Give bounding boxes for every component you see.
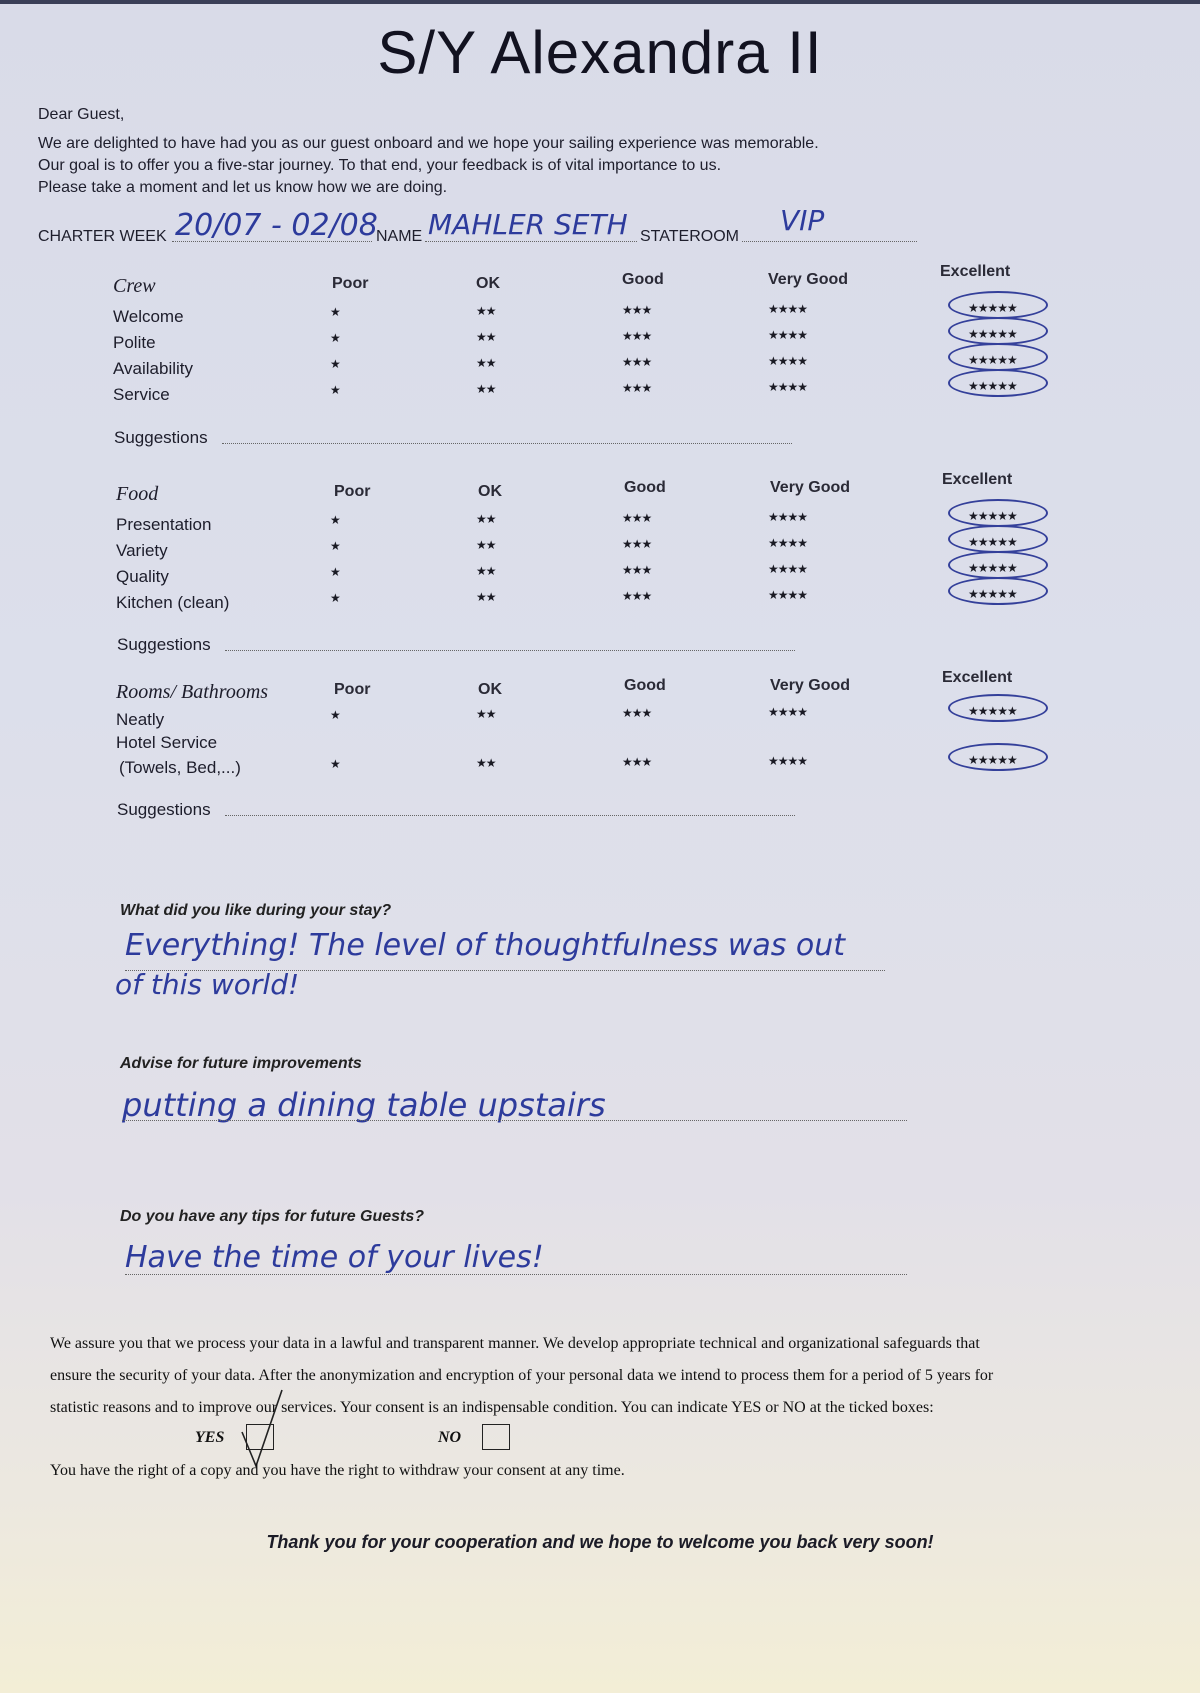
star-rating-3[interactable]: ★★★ [622,563,652,577]
rating-row-label: Availability [113,359,194,378]
column-header: Good [624,677,666,694]
name-label: NAME [376,228,423,245]
star-rating-4[interactable]: ★★★★ [768,328,808,342]
star-rating-3[interactable]: ★★★ [622,706,652,720]
column-header: OK [478,483,502,500]
selected-circle [948,343,1048,371]
column-header: Excellent [942,471,1013,488]
star-rating-4[interactable]: ★★★★ [768,562,808,576]
star-rating-5[interactable]: ★★★★★ [968,301,1017,315]
rating-row-sublabel: (Towels, Bed,...) [119,758,241,777]
star-rating-2[interactable]: ★★ [476,382,496,396]
star-rating-2[interactable]: ★★ [476,707,496,721]
star-rating-1[interactable]: ★ [330,539,340,553]
rating-row-label: Quality [116,567,169,586]
star-rating-5[interactable]: ★★★★★ [968,379,1017,393]
star-rating-3[interactable]: ★★★ [622,355,652,369]
column-header: Very Good [768,271,849,288]
star-rating-4[interactable]: ★★★★ [768,510,808,524]
star-rating-5[interactable]: ★★★★★ [968,327,1017,341]
section-title: Crew [113,275,156,297]
gdpr-line-4: You have the right of a copy and you have the right to withdraw your consent at any time. [50,1462,625,1479]
thank-you-note: Thank you for your cooperation and we hope to welcome you back very soon! [266,1532,934,1552]
star-rating-5[interactable]: ★★★★★ [968,704,1017,718]
gdpr-line-1: We assure you that we process your data in a lawful and transparent manner. We develop appropriate technical and organizational safeguards that [50,1335,980,1352]
stateroom-label: STATEROOM [640,228,739,245]
column-header: Poor [334,681,371,698]
answer-tips[interactable]: Have the time of your lives! [125,1240,544,1275]
star-rating-3[interactable]: ★★★ [622,589,652,603]
rating-row-label: Kitchen (clean) [116,593,230,612]
rating-row-label: Polite [113,333,156,352]
intro-line-2: Our goal is to offer you a five-star journey. To that end, your feedback is of vital importance to us. [38,157,722,174]
star-rating-5[interactable]: ★★★★★ [968,753,1017,767]
answer-improve-line [122,1120,907,1121]
greeting: Dear Guest, [38,106,125,123]
answer-improve[interactable]: putting a dining table upstairs [122,1086,606,1124]
star-rating-1[interactable]: ★ [330,305,340,319]
question-liked: What did you like during your stay? [120,902,392,919]
answer-liked-1[interactable]: Everything! The level of thoughtfulness was out [125,928,845,963]
star-rating-4[interactable]: ★★★★ [768,754,808,768]
star-rating-4[interactable]: ★★★★ [768,705,808,719]
selected-circle [948,551,1048,579]
suggestions-label: Suggestions [117,800,211,819]
intro-line-3: Please take a moment and let us know how we are doing. [38,179,448,196]
column-header: Good [622,271,664,288]
selected-circle [948,743,1048,771]
selected-circle [948,694,1048,722]
star-rating-2[interactable]: ★★ [476,564,496,578]
star-rating-3[interactable]: ★★★ [622,381,652,395]
star-rating-4[interactable]: ★★★★ [768,536,808,550]
star-rating-1[interactable]: ★ [330,513,340,527]
selected-circle [948,369,1048,397]
column-header: Excellent [942,669,1013,686]
selected-circle [948,525,1048,553]
selected-circle [948,577,1048,605]
top-edge [0,0,1200,4]
star-rating-3[interactable]: ★★★ [622,303,652,317]
charter-week-value[interactable]: 20/07 - 02/08 [175,208,378,243]
star-rating-5[interactable]: ★★★★★ [968,353,1017,367]
star-rating-5[interactable]: ★★★★★ [968,587,1017,601]
star-rating-2[interactable]: ★★ [476,304,496,318]
question-tips: Do you have any tips for future Guests? [120,1208,425,1225]
star-rating-2[interactable]: ★★ [476,356,496,370]
star-rating-3[interactable]: ★★★ [622,537,652,551]
charter-week-label: CHARTER WEEK [38,228,167,245]
column-header: Poor [332,275,369,292]
column-header: Very Good [770,479,851,496]
star-rating-1[interactable]: ★ [330,591,340,605]
star-rating-1[interactable]: ★ [330,357,340,371]
star-rating-3[interactable]: ★★★ [622,755,652,769]
star-rating-5[interactable]: ★★★★★ [968,509,1017,523]
star-rating-1[interactable]: ★ [330,383,340,397]
rating-row-label: Variety [116,541,168,560]
rating-row-label: Presentation [116,515,212,534]
stateroom-line [742,241,917,242]
no-checkbox[interactable] [482,1424,510,1450]
intro-line-1: We are delighted to have had you as our guest onboard and we hope your sailing experience was memorable. [38,135,819,152]
star-rating-4[interactable]: ★★★★ [768,302,808,316]
page-title: S/Y Alexandra II [377,19,823,86]
column-header: OK [476,275,500,292]
star-rating-5[interactable]: ★★★★★ [968,561,1017,575]
answer-liked-2[interactable]: of this world! [115,968,300,1001]
star-rating-2[interactable]: ★★ [476,512,496,526]
selected-circle [948,291,1048,319]
star-rating-5[interactable]: ★★★★★ [968,535,1017,549]
suggestions-input[interactable] [225,815,795,816]
gdpr-line-2: ensure the security of your data. After the anonymization and encryption of your personal data we intend to process them for a period of 5 years for [50,1367,994,1384]
answer-tips-line [125,1274,907,1275]
star-rating-1[interactable]: ★ [330,331,340,345]
column-header: Excellent [940,263,1011,280]
selected-circle [948,499,1048,527]
gdpr-line-3: statistic reasons and to improve our services. Your consent is an indispensable condition. You can indicate YES or NO at the ticked boxes: [50,1399,934,1416]
yes-label: YES [195,1429,225,1446]
star-rating-3[interactable]: ★★★ [622,329,652,343]
star-rating-4[interactable]: ★★★★ [768,588,808,602]
selected-circle [948,317,1048,345]
suggestions-label: Suggestions [117,635,211,654]
star-rating-3[interactable]: ★★★ [622,511,652,525]
star-rating-1[interactable]: ★ [330,757,340,771]
section-title: Food [116,483,159,505]
column-header: Poor [334,483,371,500]
rating-row-label: Neatly [116,710,165,729]
section-title: Rooms/ Bathrooms [116,681,269,703]
star-rating-2[interactable]: ★★ [476,590,496,604]
column-header: OK [478,681,502,698]
stateroom-value[interactable]: VIP [780,204,825,237]
name-line [425,241,637,242]
column-header: Good [624,479,666,496]
column-header: Very Good [770,677,851,694]
suggestions-input[interactable] [225,650,795,651]
suggestions-input[interactable] [222,443,792,444]
star-rating-2[interactable]: ★★ [476,330,496,344]
star-rating-4[interactable]: ★★★★ [768,354,808,368]
question-improve: Advise for future improvements [120,1055,362,1072]
no-label: NO [438,1429,462,1446]
star-rating-2[interactable]: ★★ [476,756,496,770]
star-rating-4[interactable]: ★★★★ [768,380,808,394]
rating-row-label: Hotel Service [116,733,218,752]
star-rating-1[interactable]: ★ [330,708,340,722]
rating-row-label: Service [113,385,170,404]
star-rating-2[interactable]: ★★ [476,538,496,552]
suggestions-label: Suggestions [114,428,208,447]
name-value[interactable]: MAHLER SETH [428,208,628,241]
rating-row-label: Welcome [113,307,184,326]
star-rating-1[interactable]: ★ [330,565,340,579]
